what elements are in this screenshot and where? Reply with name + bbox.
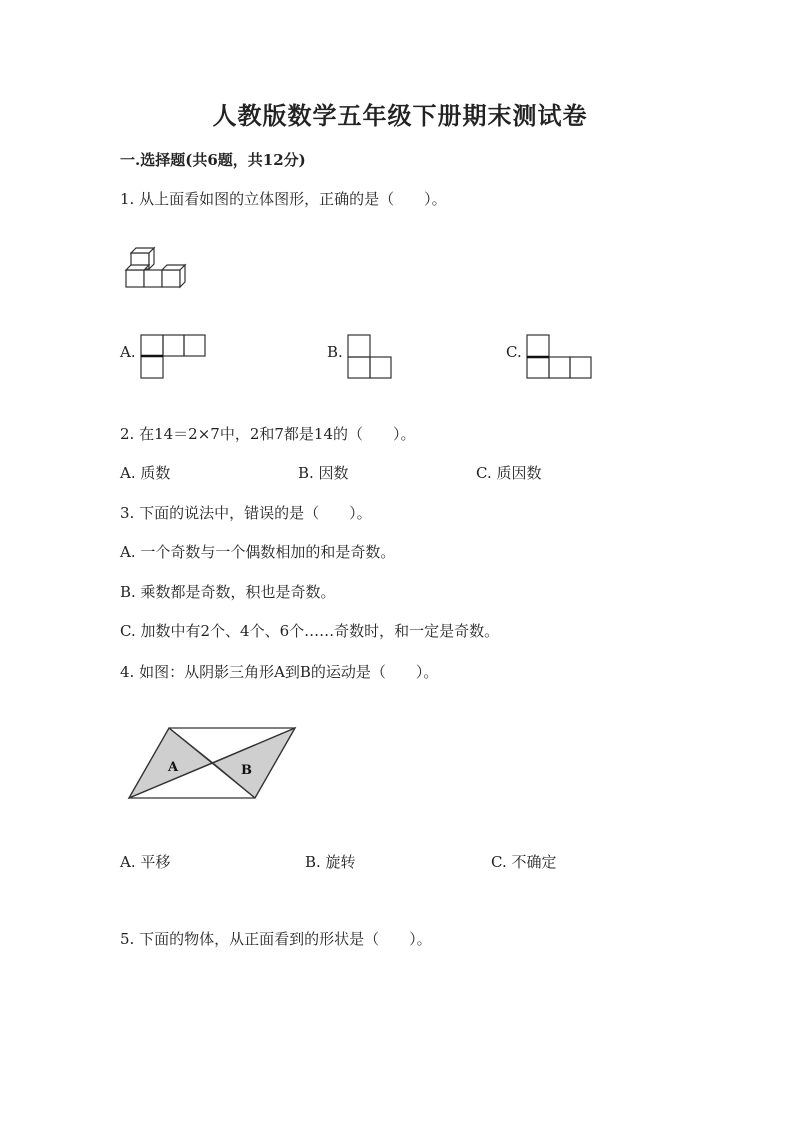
question-3-option-a: A. 一个奇数与一个偶数相加的和是奇数。 [120,543,396,561]
option-b-figure [347,334,393,380]
label-b: B [241,763,252,778]
section-heading: 一.选择题(共6题，共12分) [120,151,306,169]
parallelogram-figure [127,726,299,802]
question-1-option-b: B. [327,343,343,361]
question-4-option-b: B. 旋转 [305,853,356,871]
question-3-option-b: B. 乘数都是奇数，积也是奇数。 [120,583,336,601]
label-a: A [168,760,179,775]
question-5-text: 5. 下面的物体，从正面看到的形状是（ ）。 [120,930,432,948]
question-2-text: 2. 在14＝2×7中，2和7都是14的（ ）。 [120,425,416,443]
option-c-figure [526,334,594,380]
question-3-option-c: C. 加数中有2个、4个、6个……奇数时，和一定是奇数。 [120,622,500,640]
page-title: 人教版数学五年级下册期末测试卷 [212,101,588,130]
cube-stack-figure [124,244,188,292]
question-4-option-a: A. 平移 [120,853,171,871]
question-4-option-c: C. 不确定 [491,853,557,871]
question-2-option-c: C. 质因数 [476,464,542,482]
option-a-figure [140,334,208,380]
question-2-option-b: B. 因数 [298,464,349,482]
question-1-text: 1. 从上面看如图的立体图形，正确的是（ ）。 [120,190,447,208]
question-3-text: 3. 下面的说法中，错误的是（ ）。 [120,504,372,522]
question-2-option-a: A. 质数 [120,464,171,482]
question-1-option-c: C. [506,343,522,361]
question-4-text: 4. 如图：从阴影三角形A到B的运动是（ ）。 [120,663,439,681]
triangle-b [213,728,295,798]
question-1-option-a: A. [120,343,136,361]
